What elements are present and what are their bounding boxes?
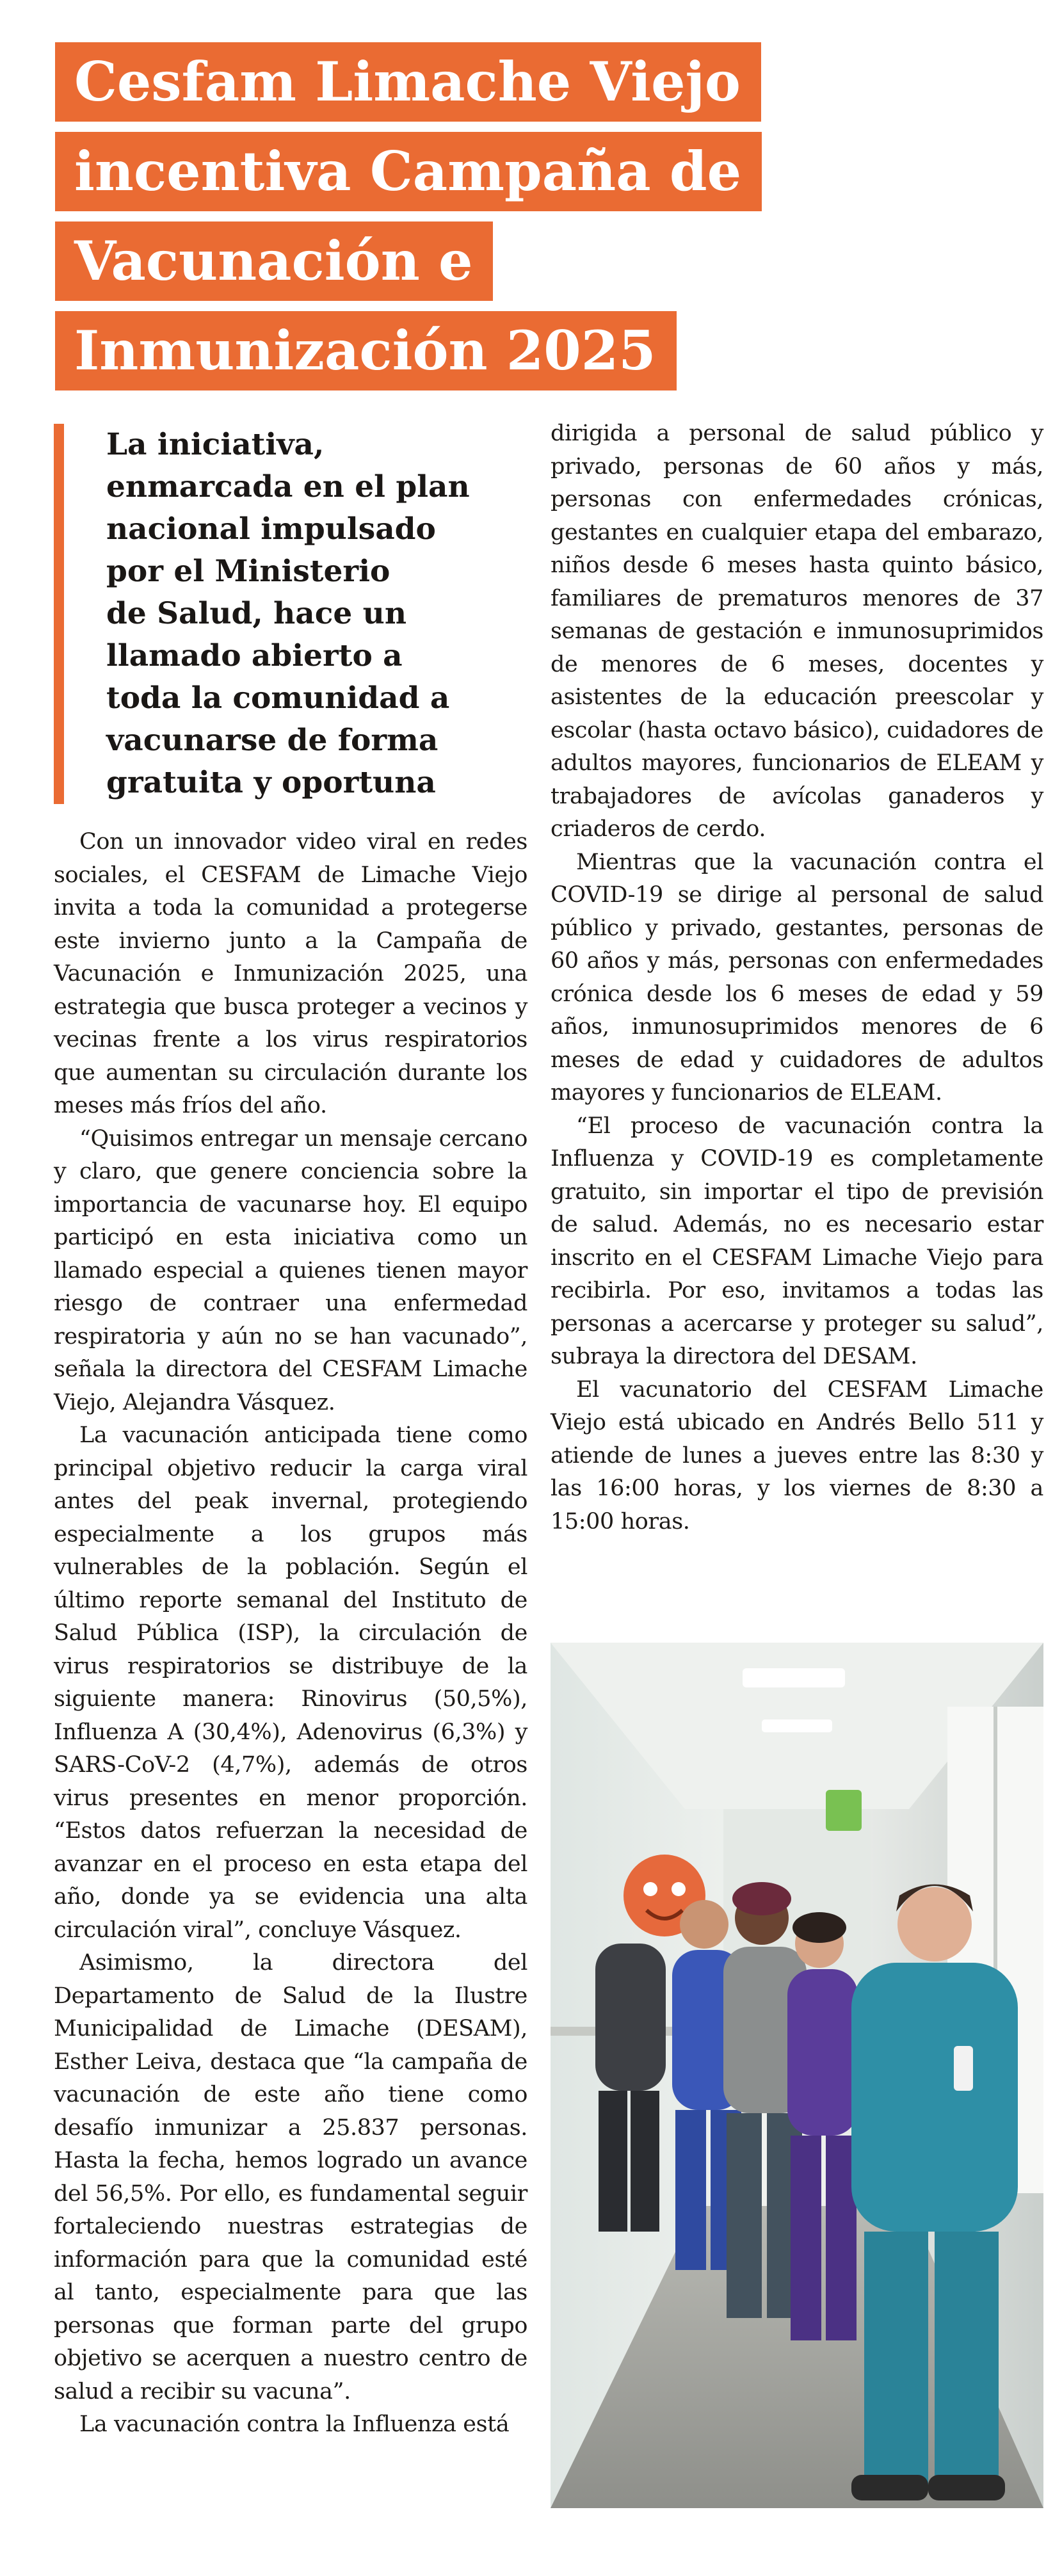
headline-line: Vacunación e xyxy=(55,221,493,301)
lead-line: de Salud, hace un xyxy=(106,596,406,631)
person-leg xyxy=(727,2113,762,2318)
person-leg xyxy=(935,2232,999,2488)
lead-summary xyxy=(54,424,567,804)
headline-line: Inmunización 2025 xyxy=(55,311,677,390)
headline-line: Cesfam Limache Viejo xyxy=(55,42,761,122)
person-back-left xyxy=(595,1944,666,2091)
person-leg xyxy=(864,2232,928,2488)
body-paragraph: dirigida a personal de salud público y privado, personas de 60 años y más, personas con enfermedades crónicas, gestantes en cualquier etapa del embarazo, niños desde 6 meses hasta quinto básico, familiares de prematuros menores de 37 semanas de gestación e inmunosuprimidos de menores de 6 meses, docentes y asistentes de la educación preescolar y escolar (hasta octavo básico), cuidadores de adultos mayores, funcionarios de ELEAM y trabajadores de avícolas ganaderos y criaderos de cerdo. xyxy=(551,421,1043,842)
ceiling-light xyxy=(762,1719,832,1732)
shoe xyxy=(928,2475,1005,2500)
body-column-left xyxy=(54,826,527,2442)
body-paragraph: “El proceso de vacunación contra la Influenza y COVID-19 es completamente gratuito, sin importar el tipo de previsión de salud. Además, no es necesario estar inscrito en el CESFAM Limache Viejo para recibirla. Por eso, invitamos a todas las personas a acercarse y proteger su salud”, subraya la directora del DESAM. xyxy=(551,1113,1043,1369)
person-leg xyxy=(599,2091,627,2232)
person-hair xyxy=(792,1912,846,1943)
person-hair xyxy=(732,1882,791,1915)
emoji-eye xyxy=(672,1882,686,1896)
lead-line: gratuita y oportuna xyxy=(106,765,436,800)
person-teal-scrubs xyxy=(851,1963,1018,2232)
person-head xyxy=(897,1887,972,1961)
headline xyxy=(55,42,810,401)
body-paragraph: La vacunación anticipada tiene como principal objetivo reducir la carga viral antes del peak invernal, protegiendo especialmente a los grupos más vulnerables de la población. Según el último reporte semanal del Instituto de Salud Pública (ISP), la circulación de virus respiratorios se distribuye de la siguiente manera: Rinovirus (50,5%), Influenza A (30,4%), Adenovirus (6,3%) y SARS-CoV-2 (4,7%), además de otros virus presentes en menor proporción. “Estos datos refuerzan la necesidad de avanzar en el proceso en esta etapa del año, donde ya se evidencia una alta circulación viral”, concluye Vásquez. xyxy=(54,1422,527,1943)
id-badge xyxy=(954,2046,973,2091)
body-paragraph: Mientras que la vacunación contra el COVID-19 se dirige al personal de salud público y privado, gestantes, personas de 60 años y más, personas con enfermedades crónica desde los 6 meses de edad y 59 años, inmunosuprimidos menores de 6 meses de edad y cuidadores de adultos mayores y funcionarios de ELEAM. xyxy=(551,849,1043,1106)
person-leg xyxy=(791,2136,821,2340)
person-leg xyxy=(631,2091,659,2232)
lead-line: llamado abierto a xyxy=(106,638,403,673)
person-head xyxy=(680,1900,728,1949)
person-purple-scrubs xyxy=(787,1969,858,2136)
photo-illustration xyxy=(551,1643,1043,2508)
ceiling-light xyxy=(743,1668,845,1687)
body-paragraph: El vacunatorio del CESFAM Limache Viejo está ubicado en Andrés Bello 511 y atiende de lunes a jueves entre las 8:30 y las 16:00 horas, y los viernes de 8:30 a 15:00 horas. xyxy=(551,1376,1043,1534)
lead-line: enmarcada en el plan xyxy=(106,469,470,504)
body-paragraph: La vacunación contra la Influenza está xyxy=(79,2411,510,2437)
body-paragraph: Asimismo, la directora del Departamento de Salud de la Ilustre Municipalidad de Limache (DESAM), Esther Leiva, destaca que “la campaña de vacunación de este año tiene como desafío inmunizar a 25.837 personas. Hasta la fecha, hemos logrado un avance del 56,5%. Por ello, es fundamental seguir fortaleciendo nuestras estrategias de información para que la comunidad esté al tanto, especialmente para que las personas que forman parte del grupo objetivo se acerquen a nuestro centro de salud a recibir su vacuna”. xyxy=(54,1950,527,2404)
photo-health-team xyxy=(551,1643,1043,2508)
emoji-eye xyxy=(643,1882,657,1896)
lead-line: por el Ministerio xyxy=(106,554,390,589)
person-leg xyxy=(675,2110,706,2270)
green-sign xyxy=(826,1790,862,1831)
body-column-right xyxy=(551,417,1043,1538)
headline-line: incentiva Campaña de xyxy=(55,132,762,211)
body-paragraph: “Quisimos entregar un mensaje cercano y claro, que genere conciencia sobre la importancia de vacunarse hoy. El equipo participó en esta iniciativa como un llamado especial a quienes tienen mayor riesgo de contraer una enfermedad respiratoria y aún no se han vacunado”, señala la directora del CESFAM Limache Viejo, Alejandra Vásquez. xyxy=(54,1125,527,1415)
shoe xyxy=(851,2475,928,2500)
body-paragraph: Con un innovador video viral en redes sociales, el CESFAM de Limache Viejo invita a toda la comunidad a protegerse este invierno junto a la Campaña de Vacunación e Inmunización 2025, una estrategia que busca proteger a vecinos y vecinas frente a los virus respiratorios que aumentan su circulación durante los meses más fríos del año. xyxy=(54,829,527,1118)
lead-line: toda la comunidad a xyxy=(106,680,450,716)
lead-line: nacional impulsado xyxy=(106,511,436,547)
lead-line: vacunarse de forma xyxy=(106,723,438,758)
lead-line: La iniciativa, xyxy=(106,427,325,462)
